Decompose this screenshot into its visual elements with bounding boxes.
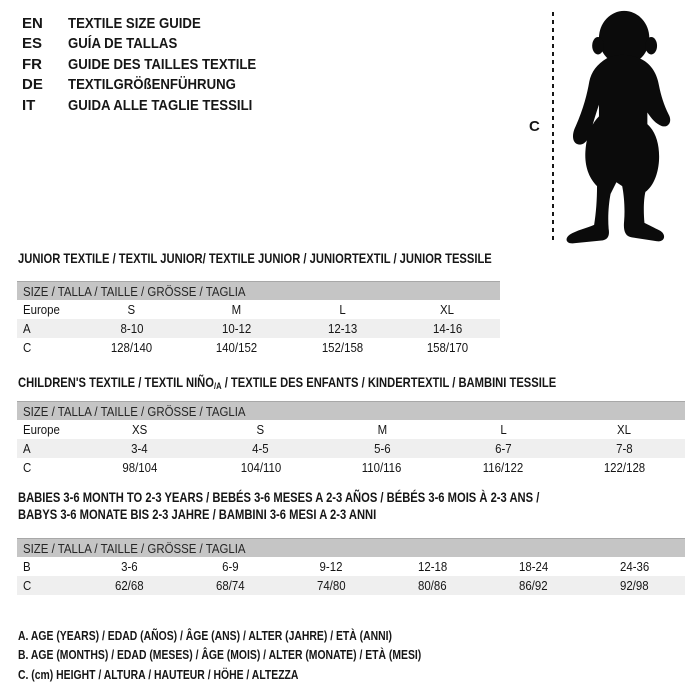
table-cell: XL: [617, 422, 632, 437]
language-label: TEXTILGRÖßENFÜHRUNG: [68, 76, 236, 94]
table-cell: 158/170: [426, 340, 469, 355]
height-measure-dashed-line: [552, 12, 554, 242]
language-row-es: [22, 34, 282, 55]
table-row: [17, 557, 685, 576]
table-row: [17, 576, 685, 595]
language-code: IT: [22, 96, 36, 114]
note-line-c: C. (cm) HEIGHT / ALTURA / HAUTEUR / HÖHE / ALTEZZA: [18, 666, 299, 682]
table-cell: M: [232, 302, 242, 317]
table-cell: XL: [440, 302, 455, 317]
junior-size-table: [17, 281, 500, 357]
table-cell: XS: [131, 422, 148, 437]
note-line-b: B. AGE (MONTHS) / EDAD (MESES) / ÂGE (MOIS) / ALTER (MONATE) / ETÀ (MESI): [18, 647, 422, 663]
row-label: A: [23, 321, 31, 336]
size-header-bar: SIZE / TALLA / TAILLE / GRÖSSE / TAGLIA: [17, 538, 685, 557]
title-subscript: /A: [213, 381, 222, 392]
table-cell: 12-13: [327, 321, 357, 336]
row-label: C: [23, 578, 32, 593]
language-row-en: [22, 13, 282, 34]
row-label: B: [23, 559, 31, 574]
language-code: FR: [22, 55, 42, 73]
table-cell: 14-16: [432, 321, 463, 336]
table-cell: L: [500, 422, 507, 437]
table-cell: 4-5: [252, 441, 270, 456]
babies-title-line1: BABIES 3-6 MONTH TO 2-3 YEARS / BEBÉS 3-6 MESES A 2-3 AÑOS / BÉBÉS 3-6 MOIS À 2-3 ANS /: [18, 489, 540, 505]
table-cell: 6-9: [222, 559, 239, 574]
table-cell: 6-7: [494, 441, 512, 456]
language-row-it: [22, 95, 282, 116]
table-cell: 9-12: [320, 559, 343, 574]
size-header-bar: SIZE / TALLA / TAILLE / GRÖSSE / TAGLIA: [17, 281, 500, 300]
table-cell: 12-18: [417, 559, 448, 574]
junior-section-title: JUNIOR TEXTILE / TEXTIL JUNIOR/ TEXTILE JUNIOR / JUNIORTEXTIL / JUNIOR TESSILE: [18, 250, 492, 266]
note-line-a: A. AGE (YEARS) / EDAD (AÑOS) / ÂGE (ANS) / ALTER (JAHRE) / ETÀ (ANNI): [18, 628, 393, 644]
row-label: C: [23, 460, 32, 475]
table-cell: 122/128: [603, 460, 646, 475]
table-cell: 104/110: [240, 460, 282, 475]
language-code: ES: [22, 35, 43, 53]
table-row: [17, 420, 685, 439]
legend-notes: [18, 626, 522, 684]
language-code: DE: [22, 76, 43, 94]
table-cell: 92/98: [620, 578, 649, 593]
language-label: TEXTILE SIZE GUIDE: [68, 14, 201, 32]
table-cell: 68/74: [216, 578, 245, 593]
table-cell: 110/116: [362, 460, 402, 475]
table-cell: 128/140: [110, 340, 153, 355]
language-row-de: [22, 75, 282, 96]
table-cell: 140/152: [216, 340, 258, 355]
table-cell: 152/158: [321, 340, 363, 355]
size-header-bar: SIZE / TALLA / TAILLE / GRÖSSE / TAGLIA: [17, 401, 685, 420]
table-cell: 62/68: [115, 578, 144, 593]
table-row: [17, 338, 500, 357]
babies-size-table: [17, 538, 685, 595]
toddler-silhouette-icon: [558, 8, 698, 250]
babies-section-title: [18, 489, 670, 522]
table-cell: 5-6: [373, 441, 391, 456]
table-row: [17, 439, 685, 458]
language-label: GUÍA DE TALLAS: [68, 35, 178, 53]
row-label: Europe: [23, 422, 60, 437]
table-cell: S: [256, 422, 265, 437]
table-cell: 80/86: [418, 578, 447, 593]
measure-label-c: C: [529, 118, 540, 135]
table-cell: 3-4: [131, 441, 148, 456]
row-label: A: [23, 441, 31, 456]
table-cell: 86/92: [519, 578, 548, 593]
language-label: GUIDA ALLE TAGLIE TESSILI: [68, 96, 253, 114]
table-cell: 74/80: [317, 578, 346, 593]
table-cell: 116/122: [482, 460, 524, 475]
language-list: [22, 13, 282, 116]
table-row: [17, 319, 500, 338]
table-cell: 98/104: [122, 460, 158, 475]
children-section-title: CHILDREN'S TEXTILE / TEXTIL NIÑO/A / TEXTILE DES ENFANTS / KINDERTEXTIL / BAMBINI TESSILE: [18, 374, 557, 392]
table-cell: 24-36: [619, 559, 650, 574]
table-cell: 8-10: [120, 321, 144, 336]
table-cell: S: [127, 302, 136, 317]
children-size-table: [17, 401, 685, 477]
babies-title-line2: BABYS 3-6 MONATE BIS 2-3 JAHRE / BAMBINI 3-6 MESI A 2-3 ANNI: [18, 505, 377, 522]
table-row: [17, 458, 685, 477]
language-label: GUIDE DES TAILLES TEXTILE: [68, 55, 257, 73]
table-cell: 7-8: [616, 441, 633, 456]
row-label: Europe: [23, 302, 60, 317]
row-label: C: [23, 340, 32, 355]
table-cell: M: [377, 422, 387, 437]
table-cell: 18-24: [518, 559, 549, 574]
table-row: [17, 300, 500, 319]
language-code: EN: [22, 14, 43, 32]
table-cell: 10-12: [222, 321, 252, 336]
table-cell: L: [338, 302, 346, 317]
table-cell: 3-6: [121, 559, 138, 574]
language-row-fr: [22, 54, 282, 75]
